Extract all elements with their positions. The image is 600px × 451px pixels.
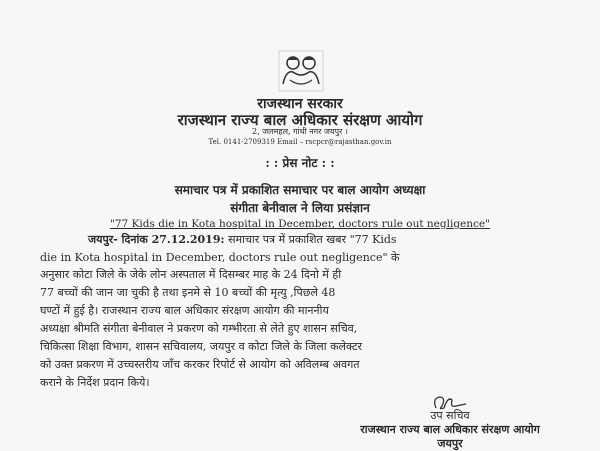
signatory-city: जयपुर [437,437,463,450]
govt-name: राजस्थान सरकार [257,96,343,112]
signatory-designation: उप सचिव [430,409,470,422]
body-line-8: को उक्त प्रकरण में उच्चस्तरीय जाँच करकर रिपोर्ट से आयोग को अविलम्ब अवगत [40,358,360,371]
english-headline: "77 Kids die in Kota hospital in December, doctors rule out negligence" [110,218,490,230]
body-line-6: अध्यक्षा श्रीमति संगीता बेनीवाल ने प्रकरण को गम्भीरता से लेते हुए शासन सचिव, [40,322,358,335]
body-line-5: घण्टों में हुई है। राजस्थान राज्य बाल अधिकार संरक्षण आयोग की माननीय [40,304,329,317]
body-line-9: कराने के निर्देश प्रदान किये। [40,376,150,389]
body-line-1 [88,232,570,247]
signatory-organization: राजस्थान राज्य बाल अधिकार संरक्षण आयोग [360,423,540,436]
press-note-title: : : प्रेस नोट : : [265,156,335,170]
organization-name: राजस्थान राज्य बाल अधिकार संरक्षण आयोग [177,111,423,129]
commission-logo [278,50,324,92]
body-line-3: अनुसार कोटा जिले के जेके लोन अस्पताल में दिसम्बर माह के 24 दिनो में ही [40,268,342,281]
body-line-2: die in Kota hospital in December, doctors rule out negligence" के [40,251,400,264]
body-line-7: चिकित्सा शिक्षा विभाग, शासन सचिवालय, जयपुर व कोटा जिले के जिला कलेक्टर [40,340,363,353]
address: 2, जलमहल, गांधी नगर जयपुर । [252,127,348,136]
contact-info: Tel. 0141-2709319 Email – rscpcr@rajasthan.gov.in [208,138,392,146]
dateline: जयपुर- दिनांक 27.12.2019: [88,233,225,246]
headline-line-2: संगीता बेनीवाल ने लिया प्रसंज्ञान [230,201,370,215]
body-text: समाचार पत्र में प्रकाशित खबर "77 Kids [228,233,397,246]
headline-line-1: समाचार पत्र में प्रकाशित समाचार पर बाल आयोग अध्यक्षा [174,183,426,197]
body-line-4: 77 बच्चों की जान जा चुकी है तथा इनमे से 10 बच्चों की मृत्यु ,पिछले 48 [40,286,336,299]
